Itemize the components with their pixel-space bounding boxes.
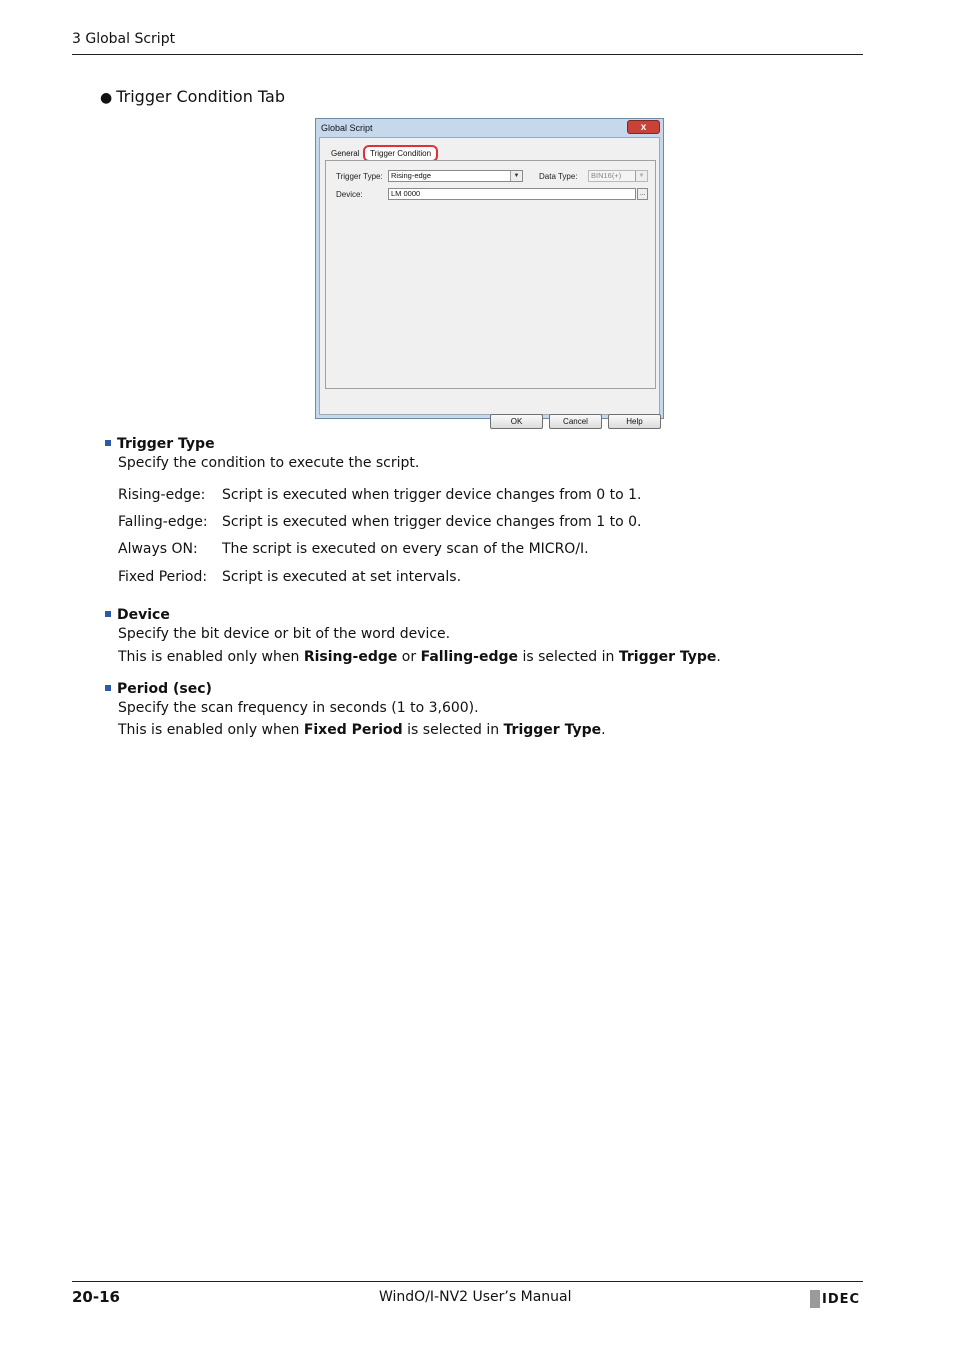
help-button[interactable]: Help [608, 414, 661, 429]
device-heading [105, 607, 170, 623]
chevron-down-icon[interactable]: ▼ [510, 171, 522, 181]
cancel-button[interactable]: Cancel [549, 414, 602, 429]
period-desc: Specify the scan frequency in seconds (1 to 3,600). [118, 700, 479, 716]
square-bullet-icon [105, 611, 111, 617]
data-type-select[interactable] [588, 170, 648, 182]
section-title [100, 87, 285, 106]
option-desc: Script is executed at set intervals. [222, 569, 462, 585]
trigger-type-desc: Specify the condition to execute the script. [118, 455, 420, 471]
chevron-down-icon[interactable]: ▼ [635, 171, 647, 181]
trigger-condition-panel [325, 160, 656, 389]
logo-bar-icon [810, 1290, 820, 1308]
browse-button[interactable]: ... [637, 188, 648, 200]
square-bullet-icon [105, 440, 111, 446]
section-title-text: Trigger Condition Tab [116, 87, 286, 106]
bullet-icon: ● [100, 90, 113, 106]
data-type-label: Data Type: [539, 172, 578, 181]
global-script-dialog [315, 118, 664, 426]
trigger-type-heading-text: Trigger Type [117, 436, 215, 452]
trigger-type-heading [105, 436, 215, 452]
tab-trigger-condition[interactable]: Trigger Condition [363, 145, 438, 162]
device-heading-text: Device [117, 607, 170, 623]
ok-button[interactable]: OK [490, 414, 543, 429]
manual-title: WindO/I-NV2 User’s Manual [379, 1289, 572, 1305]
page-number: 20-16 [72, 1288, 120, 1306]
period-heading [105, 681, 212, 697]
tab-general[interactable]: General [331, 149, 360, 158]
period-note: This is enabled only when Fixed Period is selected in Trigger Type. [118, 722, 606, 738]
option-name: Always ON: [118, 541, 198, 557]
device-desc: Specify the bit device or bit of the word device. [118, 626, 451, 642]
dialog-body [319, 137, 660, 426]
trigger-type-label: Trigger Type: [336, 172, 383, 181]
option-name: Falling-edge: [118, 514, 208, 530]
option-desc: Script is executed when trigger device changes from 1 to 0. [222, 514, 642, 530]
option-desc: Script is executed when trigger device changes from 0 to 1. [222, 487, 642, 503]
footer-divider [72, 1281, 863, 1282]
device-note: This is enabled only when Rising-edge or Falling-edge is selected in Trigger Type. [118, 649, 721, 665]
dialog-title: Global Script [321, 123, 373, 133]
chapter-header: 3 Global Script [72, 31, 176, 47]
option-desc: The script is executed on every scan of the MICRO/I. [222, 541, 589, 557]
square-bullet-icon [105, 685, 111, 691]
idec-logo [810, 1290, 860, 1308]
header-divider [72, 54, 863, 55]
option-name: Rising-edge: [118, 487, 206, 503]
device-label: Device: [336, 190, 363, 199]
period-heading-text: Period (sec) [117, 681, 212, 697]
option-name: Fixed Period: [118, 569, 208, 585]
trigger-type-select[interactable] [388, 170, 523, 182]
device-input[interactable]: LM 0000 [388, 188, 636, 200]
close-button[interactable]: x [627, 120, 660, 134]
data-type-value: BIN16(+) [591, 171, 622, 180]
trigger-type-value: Rising-edge [391, 171, 432, 180]
logo-text: IDEC [822, 1291, 861, 1307]
